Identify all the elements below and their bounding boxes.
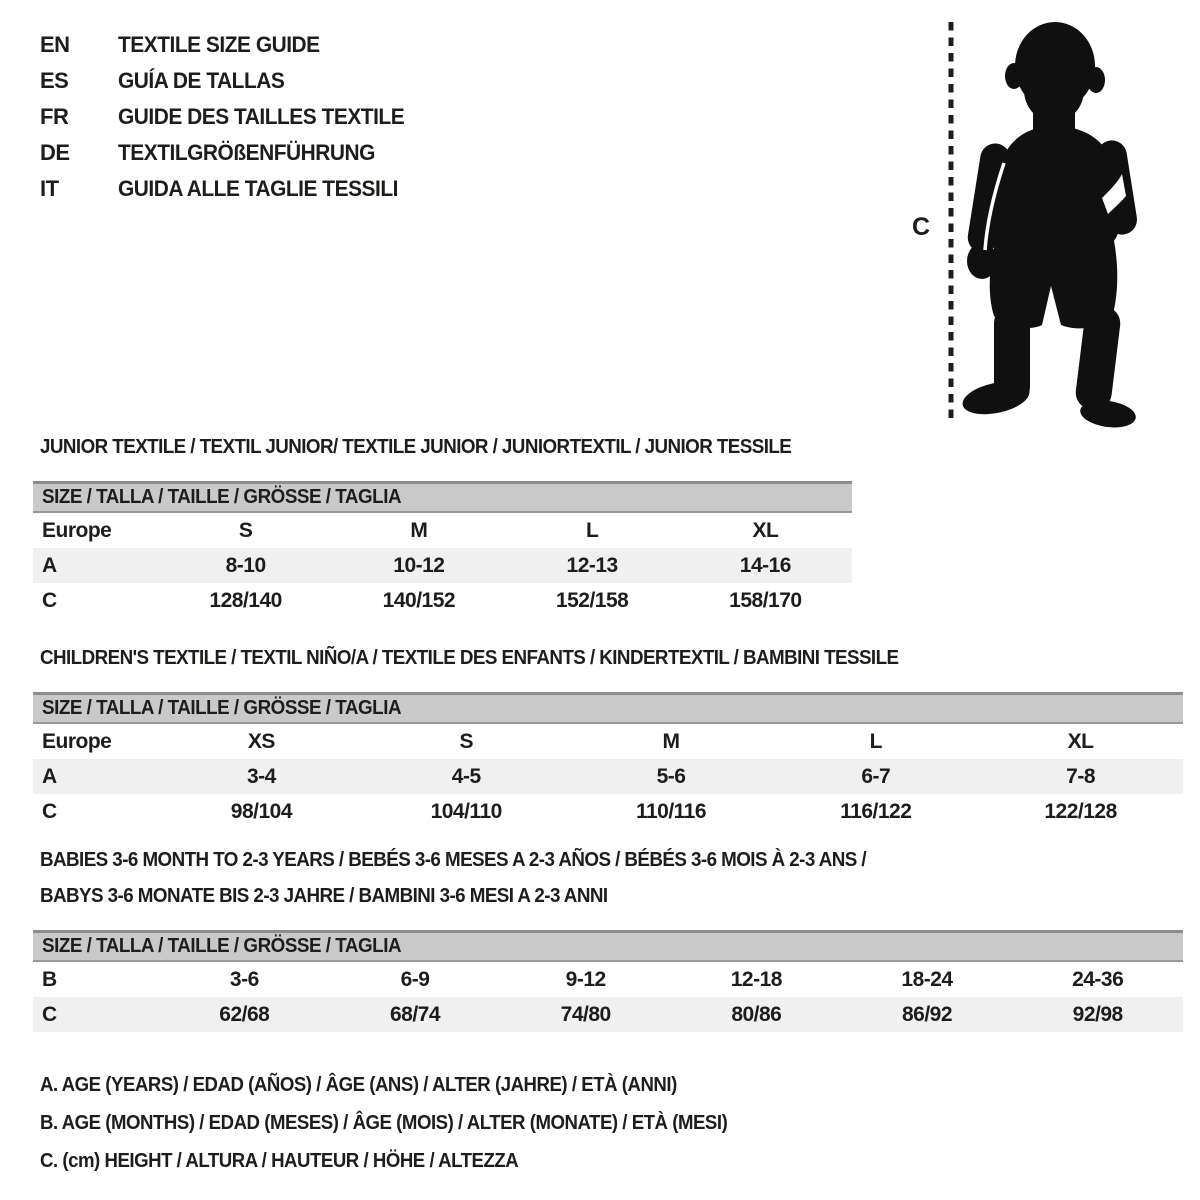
size-cell: XS xyxy=(247,729,275,753)
size-cell: 9-12 xyxy=(565,967,606,991)
size-cell: 12-13 xyxy=(566,553,618,577)
size-cell: 116/122 xyxy=(840,799,912,823)
language-code: IT xyxy=(40,176,59,201)
table-row-a xyxy=(33,759,1183,794)
size-cell: 6-7 xyxy=(861,764,891,788)
table-row-c xyxy=(33,583,852,618)
size-cell: 10-12 xyxy=(393,553,445,577)
size-cell: 122/128 xyxy=(1044,799,1117,823)
row-label: C xyxy=(42,1002,57,1026)
size-table-header-label: SIZE / TALLA / TAILLE / GRÖSSE / TAGLIA xyxy=(42,935,402,957)
section-title xyxy=(33,640,1183,676)
language-row-fr xyxy=(40,99,419,135)
size-table-header-label: SIZE / TALLA / TAILLE / GRÖSSE / TAGLIA xyxy=(42,697,402,719)
size-cell: 4-5 xyxy=(451,764,481,788)
legend-line-b: B. AGE (MONTHS) / EDAD (MESES) / ÂGE (MOIS) / ALTER (MONATE) / ETÀ (MESI) xyxy=(40,1112,728,1134)
size-cell: 24-36 xyxy=(1072,967,1124,991)
language-row-es xyxy=(40,63,419,99)
size-cell: 110/116 xyxy=(635,799,707,823)
row-label: Europe xyxy=(42,518,112,542)
section-title xyxy=(33,878,1183,914)
children-size-table xyxy=(33,692,1183,829)
size-cell: 5-6 xyxy=(656,764,686,788)
language-row-de xyxy=(40,135,419,171)
size-cell: L xyxy=(585,518,599,542)
section-children xyxy=(33,640,1183,829)
size-cell: L xyxy=(869,729,882,753)
babies-size-table xyxy=(33,930,1183,1032)
size-cell: 62/68 xyxy=(219,1002,270,1026)
legend-line-c: C. (cm) HEIGHT / ALTURA / HAUTEUR / HÖHE / ALTEZZA xyxy=(40,1150,519,1172)
height-measure-label: C xyxy=(912,213,931,241)
section-junior xyxy=(33,429,852,618)
table-row-b xyxy=(33,962,1183,997)
size-table-header xyxy=(33,930,1183,962)
table-row-europe xyxy=(33,724,1183,759)
language-title-list xyxy=(40,27,419,207)
size-cell: 18-24 xyxy=(901,967,953,991)
guide-title: TEXTILE SIZE GUIDE xyxy=(118,32,320,57)
size-cell: M xyxy=(662,729,680,753)
size-cell: 86/92 xyxy=(901,1002,953,1026)
size-cell: S xyxy=(459,729,473,753)
toddler-silhouette xyxy=(930,18,1180,430)
language-code: FR xyxy=(40,104,69,129)
table-row-a xyxy=(33,548,852,583)
size-table-header-label: SIZE / TALLA / TAILLE / GRÖSSE / TAGLIA xyxy=(42,486,402,508)
row-label: C xyxy=(42,588,57,612)
language-code: EN xyxy=(40,32,70,57)
size-cell: 140/152 xyxy=(382,588,456,612)
guide-title: GUIDE DES TAILLES TEXTILE xyxy=(118,104,405,129)
junior-size-table xyxy=(33,481,852,618)
guide-title: GUÍA DE TALLAS xyxy=(118,68,285,93)
size-cell: XL xyxy=(1067,729,1094,753)
size-cell: M xyxy=(410,518,428,542)
section-babies xyxy=(33,842,1183,1032)
size-cell: 74/80 xyxy=(560,1002,611,1026)
size-cell: 104/110 xyxy=(430,799,502,823)
size-cell: S xyxy=(238,518,253,542)
measure-legend xyxy=(40,1066,779,1180)
guide-title: GUIDA ALLE TAGLIE TESSILI xyxy=(118,176,398,201)
section-title-text: CHILDREN'S TEXTILE / TEXTIL NIÑO/A / TEXTILE DES ENFANTS / KINDERTEXTIL / BAMBINI TESSILE xyxy=(40,647,899,669)
section-title xyxy=(33,429,852,465)
size-cell: 12-18 xyxy=(730,967,782,991)
table-row-c xyxy=(33,794,1183,829)
size-cell: 7-8 xyxy=(1066,764,1096,788)
row-label: C xyxy=(42,799,57,823)
table-row-c xyxy=(33,997,1183,1032)
size-cell: 3-6 xyxy=(229,967,259,991)
size-cell: XL xyxy=(752,518,779,542)
section-title-text: BABYS 3-6 MONATE BIS 2-3 JAHRE / BAMBINI 3-6 MESI A 2-3 ANNI xyxy=(40,885,608,907)
size-cell: 92/98 xyxy=(1072,1002,1123,1026)
legend-line-a: A. AGE (YEARS) / EDAD (AÑOS) / ÂGE (ANS) / ALTER (JAHRE) / ETÀ (ANNI) xyxy=(40,1074,677,1096)
size-cell: 80/86 xyxy=(731,1002,782,1026)
row-label: B xyxy=(42,967,57,991)
language-code: DE xyxy=(40,140,70,165)
size-table-header xyxy=(33,692,1183,724)
size-cell: 8-10 xyxy=(225,553,266,577)
table-row-europe xyxy=(33,513,852,548)
size-table-header xyxy=(33,481,852,513)
size-cell: 98/104 xyxy=(230,799,293,823)
guide-title: TEXTILGRÖßENFÜHRUNG xyxy=(118,140,375,165)
language-row-it xyxy=(40,171,419,207)
row-label: A xyxy=(42,553,57,577)
height-figure xyxy=(900,10,1200,435)
size-cell: 158/170 xyxy=(729,588,802,612)
size-cell: 128/140 xyxy=(209,588,282,612)
section-title-text: JUNIOR TEXTILE / TEXTIL JUNIOR/ TEXTILE JUNIOR / JUNIORTEXTIL / JUNIOR TESSILE xyxy=(40,436,792,458)
section-title-text: BABIES 3-6 MONTH TO 2-3 YEARS / BEBÉS 3-6 MESES A 2-3 AÑOS / BÉBÉS 3-6 MOIS À 2-3 ANS / xyxy=(40,849,867,871)
language-code: ES xyxy=(40,68,69,93)
size-cell: 6-9 xyxy=(400,967,430,991)
size-cell: 152/158 xyxy=(555,588,629,612)
size-cell: 14-16 xyxy=(739,553,791,577)
row-label: A xyxy=(42,764,57,788)
section-title xyxy=(33,842,1183,878)
language-row-en xyxy=(40,27,419,63)
row-label: Europe xyxy=(42,729,112,753)
size-cell: 3-4 xyxy=(246,764,276,788)
size-cell: 68/74 xyxy=(389,1002,441,1026)
